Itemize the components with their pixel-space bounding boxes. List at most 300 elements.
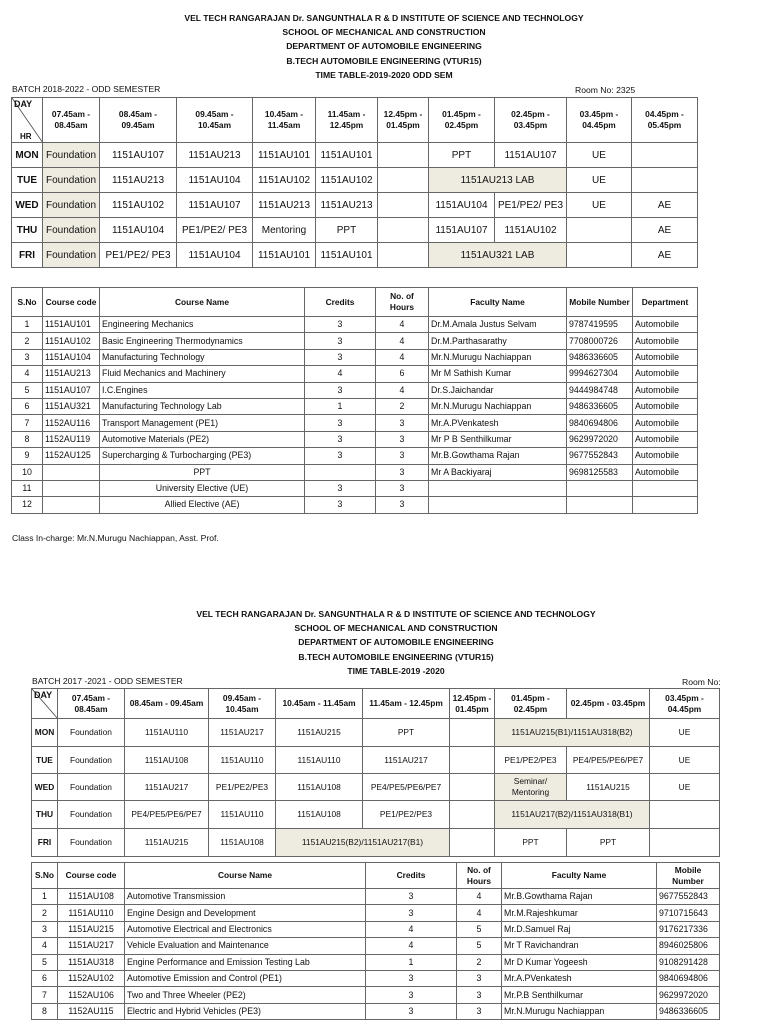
- period-cell: 1151AU217: [125, 774, 209, 801]
- slot-header: 02.45pm - 03.45pm: [495, 98, 567, 143]
- school-name: SCHOOL OF MECHANICAL AND CONSTRUCTION: [294, 623, 498, 634]
- period-cell: Foundation: [58, 801, 125, 829]
- period-cell: PE4/PE5/PE6/PE7: [125, 801, 209, 829]
- period-cell: 1151AU215: [276, 719, 363, 747]
- course-cell: 3: [457, 1003, 502, 1019]
- lab-cell: 1151AU321 LAB: [429, 243, 567, 268]
- course-cell: 4: [457, 889, 502, 905]
- course-cell: PPT: [100, 464, 305, 480]
- course-cell: [43, 480, 100, 496]
- course-row: [12, 431, 698, 447]
- period-cell: [632, 143, 698, 168]
- period-cell: 1151AU107: [177, 193, 253, 218]
- timetable-row-wed: [12, 193, 698, 218]
- course-cell: 2: [457, 954, 502, 970]
- course-cell: Allied Elective (AE): [100, 497, 305, 513]
- period-cell: 1151AU215: [567, 774, 650, 801]
- period-cell: Seminar/ Mentoring: [495, 774, 567, 801]
- course-cell: 3: [305, 497, 376, 513]
- course-cell: 9787419595: [567, 317, 633, 333]
- course-cell: Mr.N.Murugu Nachiappan: [429, 398, 567, 414]
- col-header: Department: [633, 288, 698, 317]
- course-row: [12, 366, 698, 382]
- timetable-row-fri: [32, 829, 720, 857]
- course-row: [32, 1003, 720, 1019]
- course-cell: 3: [457, 970, 502, 986]
- timetable-row-thu: [12, 218, 698, 243]
- slot-header: 10.45am - 11.45am: [253, 98, 316, 143]
- period-cell: Foundation: [43, 193, 100, 218]
- period-cell: PPT: [495, 829, 567, 857]
- col-header: Credits: [305, 288, 376, 317]
- course-cell: 2: [12, 333, 43, 349]
- course-cell: 6: [376, 366, 429, 382]
- course-cell: 1: [305, 398, 376, 414]
- period-cell: 1151AU107: [495, 143, 567, 168]
- period-cell: 1151AU104: [100, 218, 177, 243]
- period-cell: [450, 747, 495, 774]
- course-cell: 9994627304: [567, 366, 633, 382]
- course-cell: 9677552843: [567, 448, 633, 464]
- period-cell: [450, 774, 495, 801]
- course-cell: Automobile: [633, 464, 698, 480]
- period-cell: 1151AU217: [209, 719, 276, 747]
- course-cell: Mr.M.Rajeshkumar: [502, 905, 657, 921]
- period-cell: Foundation: [43, 168, 100, 193]
- period-cell: 1151AU107: [100, 143, 177, 168]
- course-row: [32, 921, 720, 937]
- period-cell: Foundation: [58, 774, 125, 801]
- day-cell: MON: [12, 143, 43, 168]
- lab-cell: 1151AU217(B2)/1151AU318(B1): [495, 801, 650, 829]
- period-cell: 1151AU107: [429, 218, 495, 243]
- period-cell: 1151AU108: [276, 801, 363, 829]
- course-cell: 3: [305, 333, 376, 349]
- day-hr-corner: [12, 98, 43, 143]
- course-cell: 1152AU116: [43, 415, 100, 431]
- course-cell: Vehicle Evaluation and Maintenance: [125, 938, 366, 954]
- course-cell: 8946025806: [657, 938, 720, 954]
- course-cell: 9108291428: [657, 954, 720, 970]
- period-cell: 1151AU213: [177, 143, 253, 168]
- course-cell: Mr D Kumar Yogeesh: [502, 954, 657, 970]
- course-cell: 1151AU215: [58, 921, 125, 937]
- lab-cell: 1151AU215(B1)/1151AU318(B2): [495, 719, 650, 747]
- period-cell: 1151AU110: [125, 719, 209, 747]
- course-cell: [429, 497, 567, 513]
- period-cell: PE1/PE2/ PE3: [495, 193, 567, 218]
- course-cell: Automotive Materials (PE2): [100, 431, 305, 447]
- course-cell: University Elective (UE): [100, 480, 305, 496]
- period-cell: [567, 218, 632, 243]
- course-cell: 9176217336: [657, 921, 720, 937]
- course-cell: Supercharging & Turbocharging (PE3): [100, 448, 305, 464]
- slot-header: 11.45am - 12.45pm: [316, 98, 378, 143]
- day-cell: MON: [32, 719, 58, 747]
- course-cell: Mr.N.Murugu Nachiappan: [502, 1003, 657, 1019]
- course-cell: 3: [32, 921, 58, 937]
- course-cell: Mr.P.B Senthilkumar: [502, 987, 657, 1003]
- period-cell: 1151AU104: [429, 193, 495, 218]
- course-cell: Mr.A.PVenkatesh: [502, 970, 657, 986]
- day-cell: FRI: [32, 829, 58, 857]
- period-cell: 1151AU110: [209, 747, 276, 774]
- day-corner: [32, 689, 58, 719]
- course-cell: Engineering Mechanics: [100, 317, 305, 333]
- period-cell: Foundation: [43, 218, 100, 243]
- course-cell: 2: [376, 398, 429, 414]
- period-cell: 1151AU101: [253, 143, 316, 168]
- timetable-grid: [11, 97, 698, 268]
- col-header: Course code: [58, 863, 125, 889]
- col-header: Course code: [43, 288, 100, 317]
- slot-header: 09.45am - 10.45am: [209, 689, 276, 719]
- period-cell: 1151AU217: [363, 747, 450, 774]
- period-cell: 1151AU104: [177, 243, 253, 268]
- period-cell: Foundation: [58, 719, 125, 747]
- course-cell: [633, 480, 698, 496]
- col-header: S.No: [12, 288, 43, 317]
- course-cell: 4: [376, 349, 429, 365]
- course-cell: 3: [376, 480, 429, 496]
- course-cell: 4: [305, 366, 376, 382]
- tt2-header: [12, 607, 768, 678]
- course-cell: 3: [366, 905, 457, 921]
- col-header: Course Name: [125, 863, 366, 889]
- period-cell: PPT: [363, 719, 450, 747]
- course-cell: 3: [376, 431, 429, 447]
- period-cell: [567, 243, 632, 268]
- course-cell: 3: [12, 349, 43, 365]
- period-cell: PE1/PE2/PE3: [495, 747, 567, 774]
- course-cell: Automobile: [633, 317, 698, 333]
- course-cell: 6: [32, 970, 58, 986]
- course-cell: 1: [12, 317, 43, 333]
- course-row: [12, 317, 698, 333]
- department-name: DEPARTMENT OF AUTOMOBILE ENGINEERING: [298, 637, 494, 648]
- course-cell: 1151AU110: [58, 905, 125, 921]
- period-cell: 1151AU104: [177, 168, 253, 193]
- course-cell: Engine Design and Development: [125, 905, 366, 921]
- period-cell: [450, 719, 495, 747]
- col-header: Faculty Name: [502, 863, 657, 889]
- slot-header: 04.45pm - 05.45pm: [632, 98, 698, 143]
- period-cell: [378, 243, 429, 268]
- course-cell: 1152AU115: [58, 1003, 125, 1019]
- course-cell: 2: [32, 905, 58, 921]
- course-cell: 1: [32, 889, 58, 905]
- course-row: [12, 415, 698, 431]
- day-cell: TUE: [12, 168, 43, 193]
- course-table: [31, 862, 720, 1020]
- course-cell: 3: [457, 987, 502, 1003]
- room-label: Room No:: [682, 677, 721, 687]
- course-cell: 4: [366, 938, 457, 954]
- course-row: [32, 970, 720, 986]
- course-cell: 3: [366, 1003, 457, 1019]
- course-cell: 3: [305, 480, 376, 496]
- course-cell: 9486336605: [567, 349, 633, 365]
- course-cell: Automobile: [633, 382, 698, 398]
- period-cell: UE: [650, 774, 720, 801]
- course-row: [12, 448, 698, 464]
- course-cell: 1152AU102: [58, 970, 125, 986]
- course-cell: 9840694806: [567, 415, 633, 431]
- period-cell: Foundation: [58, 747, 125, 774]
- course-cell: Automobile: [633, 415, 698, 431]
- course-cell: Dr.M.Amala Justus Selvam: [429, 317, 567, 333]
- period-cell: [650, 801, 720, 829]
- period-cell: 1151AU101: [253, 243, 316, 268]
- course-cell: 4: [366, 921, 457, 937]
- class-incharge: Class In-charge: Mr.N.Murugu Nachiappan, Asst. Prof.: [12, 533, 219, 543]
- course-cell: Automotive Electrical and Electronics: [125, 921, 366, 937]
- period-cell: Foundation: [43, 143, 100, 168]
- course-cell: Two and Three Wheeler (PE2): [125, 987, 366, 1003]
- course-cell: Mr.B.Gowthama Rajan: [429, 448, 567, 464]
- period-cell: [450, 829, 495, 857]
- course-cell: Automotive Transmission: [125, 889, 366, 905]
- course-row: [32, 938, 720, 954]
- course-cell: 1152AU106: [58, 987, 125, 1003]
- period-cell: 1151AU213: [100, 168, 177, 193]
- course-row: [32, 987, 720, 1003]
- slot-header: 08.45am - 09.45am: [100, 98, 177, 143]
- course-cell: Automobile: [633, 398, 698, 414]
- course-cell: [633, 497, 698, 513]
- course-cell: Automotive Emission and Control (PE1): [125, 970, 366, 986]
- course-cell: 9486336605: [657, 1003, 720, 1019]
- lab-cell: 1151AU213 LAB: [429, 168, 567, 193]
- course-cell: Automobile: [633, 448, 698, 464]
- course-cell: Automobile: [633, 333, 698, 349]
- period-cell: 1151AU215: [125, 829, 209, 857]
- course-cell: 9710715643: [657, 905, 720, 921]
- course-cell: 3: [305, 431, 376, 447]
- col-header: Faculty Name: [429, 288, 567, 317]
- course-row: [12, 382, 698, 398]
- period-cell: PE1/PE2/ PE3: [177, 218, 253, 243]
- course-cell: 4: [376, 317, 429, 333]
- timetable-title: TIME TABLE-2019-2020 ODD SEM: [315, 69, 453, 80]
- period-cell: 1151AU102: [253, 168, 316, 193]
- course-cell: Basic Engineering Thermodynamics: [100, 333, 305, 349]
- slot-header: 07.45am - 08.45am: [43, 98, 100, 143]
- period-cell: PPT: [567, 829, 650, 857]
- slot-header: 01.45pm - 02.45pm: [495, 689, 567, 719]
- slot-header: 10.45am - 11.45am: [276, 689, 363, 719]
- course-cell: 3: [305, 448, 376, 464]
- lab-cell: 1151AU215(B2)/1151AU217(B1): [276, 829, 450, 857]
- course-cell: 3: [305, 349, 376, 365]
- course-cell: Manufacturing Technology Lab: [100, 398, 305, 414]
- course-cell: 1151AU318: [58, 954, 125, 970]
- course-cell: 11: [12, 480, 43, 496]
- col-header: Credits: [366, 863, 457, 889]
- period-cell: [378, 143, 429, 168]
- course-cell: 5: [12, 382, 43, 398]
- course-cell: [305, 464, 376, 480]
- day-cell: THU: [12, 218, 43, 243]
- course-cell: [567, 497, 633, 513]
- period-cell: PE1/PE2/ PE3: [100, 243, 177, 268]
- course-cell: 1: [366, 954, 457, 970]
- course-cell: Transport Management (PE1): [100, 415, 305, 431]
- course-row: [12, 497, 698, 513]
- course-cell: Mr.D.Samuel Raj: [502, 921, 657, 937]
- course-cell: 1151AU217: [58, 938, 125, 954]
- course-cell: [567, 480, 633, 496]
- col-header: No. of Hours: [376, 288, 429, 317]
- course-cell: Engine Performance and Emission Testing Lab: [125, 954, 366, 970]
- course-cell: 4: [376, 382, 429, 398]
- corner-day: DAY: [14, 99, 33, 109]
- corner-hr: HR: [20, 132, 32, 141]
- course-cell: 1151AU107: [43, 382, 100, 398]
- institute-name: VEL TECH RANGARAJAN Dr. SANGUNTHALA R & D INSTITUTE OF SCIENCE AND TECHNOLOGY: [196, 609, 596, 619]
- period-cell: 1151AU213: [316, 193, 378, 218]
- room-label-text: Room No:: [575, 85, 614, 95]
- course-cell: Automobile: [633, 349, 698, 365]
- period-cell: PE4/PE5/PE6/PE7: [567, 747, 650, 774]
- col-header: No. of Hours: [457, 863, 502, 889]
- period-cell: AE: [632, 218, 698, 243]
- course-cell: 3: [366, 889, 457, 905]
- period-cell: UE: [567, 143, 632, 168]
- period-cell: PE1/PE2/PE3: [209, 774, 276, 801]
- period-cell: [378, 218, 429, 243]
- period-cell: PPT: [429, 143, 495, 168]
- course-cell: 6: [12, 398, 43, 414]
- col-header: Course Name: [100, 288, 305, 317]
- batch-label: BATCH 2017 -2021 - ODD SEMESTER: [32, 676, 183, 686]
- period-cell: 1151AU108: [125, 747, 209, 774]
- course-cell: [429, 480, 567, 496]
- period-cell: 1151AU110: [209, 801, 276, 829]
- course-cell: 3: [376, 448, 429, 464]
- course-cell: 9698125583: [567, 464, 633, 480]
- period-cell: [378, 168, 429, 193]
- course-cell: 4: [376, 333, 429, 349]
- course-row: [12, 398, 698, 414]
- course-cell: Mr P B Senthilkumar: [429, 431, 567, 447]
- program-name: B.TECH AUTOMOBILE ENGINEERING (VTUR15): [286, 55, 482, 66]
- period-cell: 1151AU102: [316, 168, 378, 193]
- room-number: 2325: [616, 85, 636, 95]
- course-cell: 5: [32, 954, 58, 970]
- course-rows: [12, 317, 698, 514]
- period-cell: 1151AU101: [316, 143, 378, 168]
- col-header: Mobile Number: [657, 863, 720, 889]
- day-cell: TUE: [32, 747, 58, 774]
- corner-day: DAY: [34, 690, 53, 700]
- course-cell: [43, 464, 100, 480]
- course-cell: 1151AU104: [43, 349, 100, 365]
- period-cell: PE1/PE2/PE3: [363, 801, 450, 829]
- course-header-row: [32, 863, 720, 889]
- period-cell: UE: [567, 193, 632, 218]
- slot-header: 01.45pm - 02.45pm: [429, 98, 495, 143]
- course-cell: 4: [457, 905, 502, 921]
- course-cell: [43, 497, 100, 513]
- timetable-row-tue: [12, 168, 698, 193]
- course-cell: Mr M Sathish Kumar: [429, 366, 567, 382]
- period-cell: 1151AU102: [100, 193, 177, 218]
- period-cell: 1151AU108: [209, 829, 276, 857]
- course-cell: 9: [12, 448, 43, 464]
- period-cell: UE: [650, 747, 720, 774]
- course-cell: 3: [366, 987, 457, 1003]
- course-row: [12, 333, 698, 349]
- slot-header: 12.45pm - 01.45pm: [378, 98, 429, 143]
- period-cell: UE: [567, 168, 632, 193]
- period-cell: [378, 193, 429, 218]
- course-cell: 9840694806: [657, 970, 720, 986]
- course-cell: 10: [12, 464, 43, 480]
- course-cell: 9444984748: [567, 382, 633, 398]
- course-cell: 7: [12, 415, 43, 431]
- course-row: [32, 889, 720, 905]
- course-cell: Fluid Mechanics and Machinery: [100, 366, 305, 382]
- period-cell: 1151AU110: [276, 747, 363, 774]
- timetable-row-mon: [12, 143, 698, 168]
- course-rows: [32, 889, 720, 1020]
- period-cell: [650, 829, 720, 857]
- timetable-header-row: [12, 98, 698, 143]
- batch-label: BATCH 2018-2022 - ODD SEMESTER: [12, 84, 161, 94]
- course-cell: Dr.S.Jaichandar: [429, 382, 567, 398]
- period-cell: [632, 168, 698, 193]
- timetable-grid: [31, 688, 720, 857]
- course-cell: 1152AU125: [43, 448, 100, 464]
- course-cell: Dr.M.Parthasarathy: [429, 333, 567, 349]
- period-cell: 1151AU101: [316, 243, 378, 268]
- department-name: DEPARTMENT OF AUTOMOBILE ENGINEERING: [286, 41, 482, 52]
- period-cell: AE: [632, 243, 698, 268]
- day-cell: WED: [12, 193, 43, 218]
- slot-header: 03.45pm - 04.45pm: [650, 689, 720, 719]
- course-cell: 7: [32, 987, 58, 1003]
- slot-header: 11.45am - 12.45pm: [363, 689, 450, 719]
- course-cell: 3: [376, 415, 429, 431]
- slot-header: 08.45am - 09.45am: [125, 689, 209, 719]
- timetable-row-fri: [12, 243, 698, 268]
- room-label: [575, 85, 635, 95]
- course-cell: Manufacturing Technology: [100, 349, 305, 365]
- course-row: [12, 464, 698, 480]
- slot-header: 09.45am - 10.45am: [177, 98, 253, 143]
- course-cell: 1151AU213: [43, 366, 100, 382]
- course-cell: 3: [376, 497, 429, 513]
- period-cell: UE: [650, 719, 720, 747]
- period-cell: AE: [632, 193, 698, 218]
- course-row: [32, 905, 720, 921]
- course-cell: 9629972020: [567, 431, 633, 447]
- course-cell: Electric and Hybrid Vehicles (PE3): [125, 1003, 366, 1019]
- course-cell: Automobile: [633, 366, 698, 382]
- course-cell: Mr T Ravichandran: [502, 938, 657, 954]
- course-row: [32, 954, 720, 970]
- timetable-row-tue: [32, 747, 720, 774]
- course-row: [12, 349, 698, 365]
- day-cell: THU: [32, 801, 58, 829]
- course-cell: 5: [457, 938, 502, 954]
- period-cell: PPT: [316, 218, 378, 243]
- day-cell: FRI: [12, 243, 43, 268]
- course-cell: 3: [366, 970, 457, 986]
- course-cell: I.C.Engines: [100, 382, 305, 398]
- slot-header: 02.45pm - 03.45pm: [567, 689, 650, 719]
